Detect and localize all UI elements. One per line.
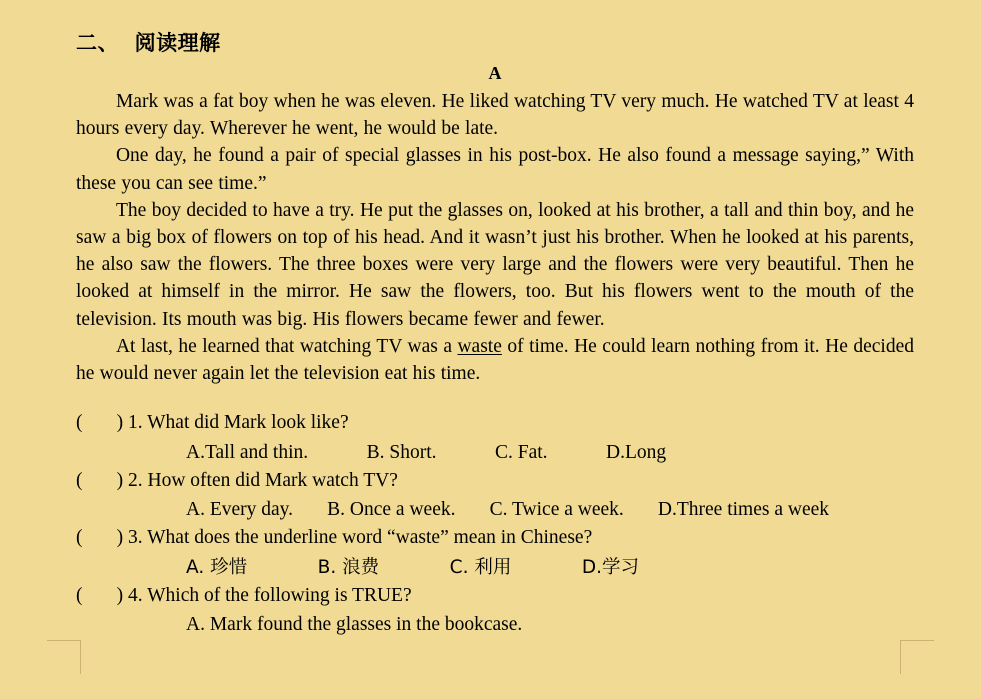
reading-passage — [76, 60, 914, 387]
answer-blank-4[interactable]: ( ) — [76, 584, 124, 606]
question-2-prompt: How often did Mark watch TV? — [142, 469, 398, 491]
question-4-options[interactable]: A. Mark found the glasses in the bookcase. — [186, 614, 523, 635]
question-item-3 — [76, 524, 936, 582]
question-1-prompt: What did Mark look like? — [142, 412, 349, 433]
question-3-prompt: What does the underline word “waste” mean in Chinese? — [142, 527, 593, 548]
question-3-line — [76, 524, 936, 553]
passage-paragraph-1: Mark was a fat boy when he was eleven. He liked watching TV very much. He watched TV at least 4 hours every day. Wherever he went, he would be late. — [76, 91, 914, 140]
question-3-number: 3. — [128, 527, 143, 548]
corner-mark-horizontal-rule — [900, 640, 934, 641]
question-1-number: 1. — [128, 412, 143, 433]
passage-paragraph-4 — [76, 333, 914, 387]
question-4-prompt: Which of the following is TRUE? — [142, 584, 412, 606]
question-1-options[interactable]: A.Tall and thin. B. Short. C. Fat. D.Long — [186, 441, 667, 463]
question-item-4 — [76, 582, 936, 640]
passage-paragraph-4-head: At last, he learned that watching TV was a — [115, 335, 458, 357]
answer-blank-2[interactable]: ( ) — [76, 469, 124, 491]
underlined-word-waste: waste — [457, 335, 502, 357]
passage-letter-label: A — [488, 63, 502, 83]
question-4-number: 4. — [128, 584, 143, 606]
question-item-2 — [76, 467, 936, 525]
corner-mark-bottom-right — [900, 640, 934, 674]
question-list — [76, 409, 936, 639]
question-1-line — [76, 409, 936, 438]
answer-blank-1[interactable]: ( ) — [76, 412, 124, 433]
corner-mark-horizontal-rule — [47, 640, 81, 641]
passage-paragraph-2: One day, he found a pair of special glasses in his post-box. He also found a message saying,” With these you can see time.” — [76, 145, 914, 194]
corner-mark-bottom-left — [47, 640, 81, 674]
corner-mark-vertical-rule — [80, 640, 81, 674]
section-heading: 二、 阅读理解 — [76, 31, 221, 55]
corner-mark-vertical-rule — [900, 640, 901, 674]
question-3-options[interactable]: A. 珍惜 B. 浪费 C. 利用 D.学习 — [186, 556, 640, 578]
passage-paragraph-4-tail: of time. He could learn nothing from it. He decided he would never again let the television eat his time. — [76, 335, 915, 385]
question-4-line — [76, 582, 936, 611]
answer-blank-3[interactable]: ( ) — [76, 527, 124, 548]
passage-paragraph-3: The boy decided to have a try. He put the glasses on, looked at his brother, a tall and thin boy, and he saw a big box of flowers on top of his head. And it wasn’t just his brother. When he looked at his parents, he also saw the flowers. The three boxes were very large and the flowers were very beautiful. Then he looked at himself in the mirror. He saw the flowers, too. But his flowers went to the mouth of the television. Its mouth was big. His flowers became fewer and fewer. — [76, 199, 914, 330]
question-item-1 — [76, 409, 936, 467]
question-2-line — [76, 467, 936, 496]
question-2-number: 2. — [128, 469, 143, 491]
question-2-options[interactable]: A. Every day. B. Once a week. C. Twice a week. D.Three times a week — [186, 499, 830, 520]
